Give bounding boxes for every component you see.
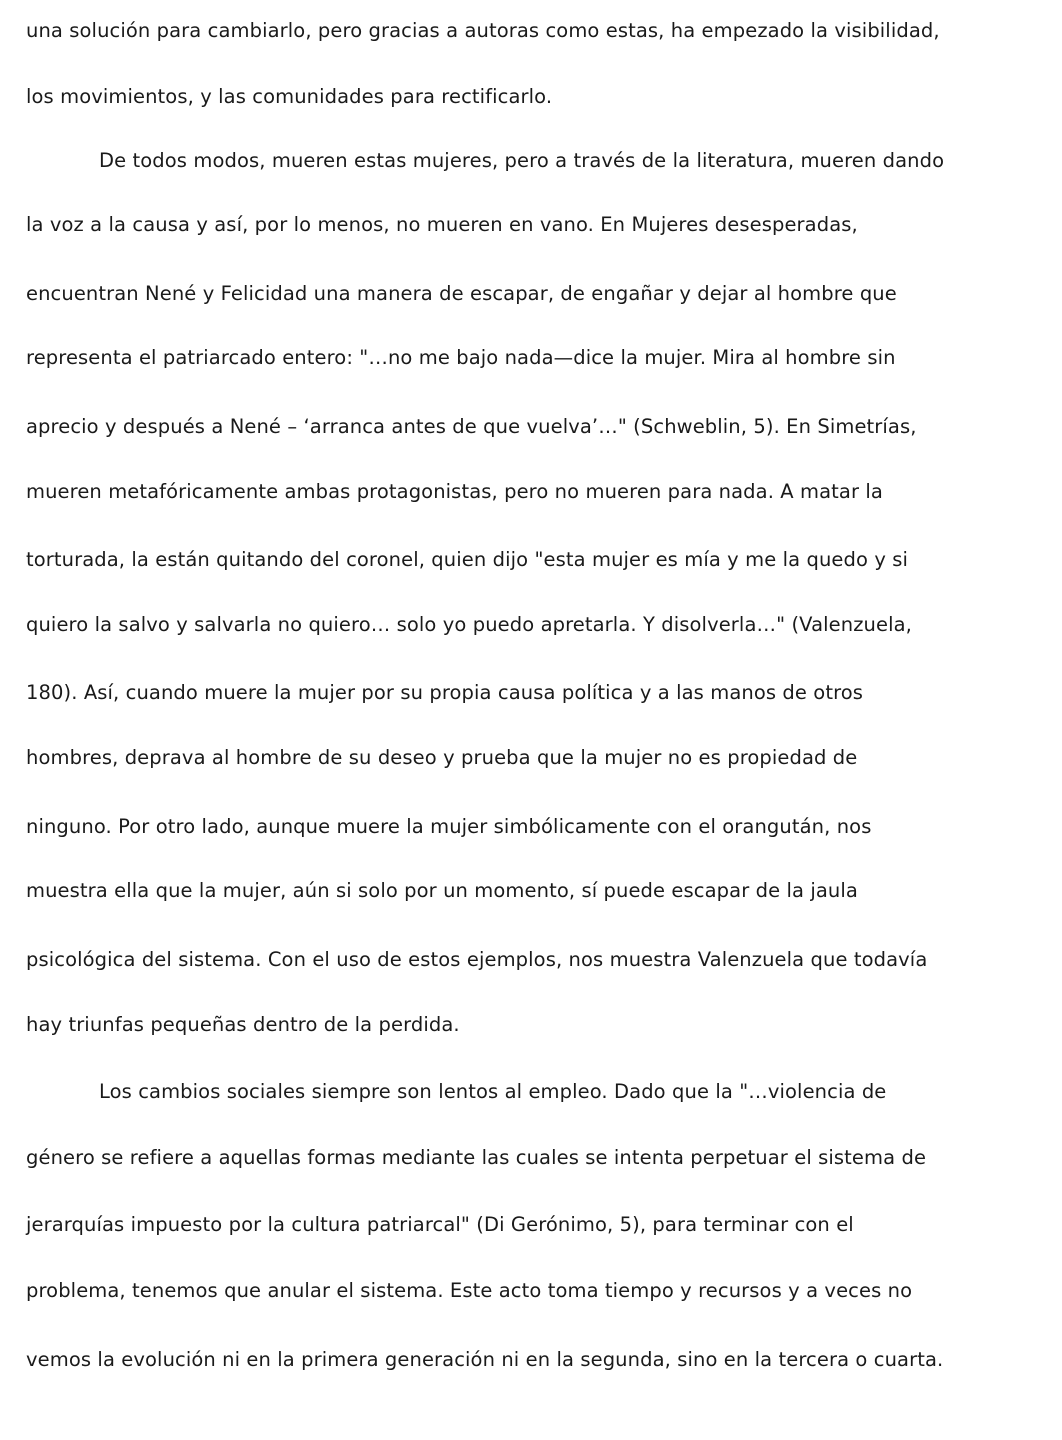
text-line: 180). Así, cuando muere la mujer por su propia causa política y a las manos de otros [26, 681, 864, 704]
text-line: psicológica del sistema. Con el uso de estos ejemplos, nos muestra Valenzuela que todavía [26, 948, 928, 971]
text-line: los movimientos, y las comunidades para rectificarlo. [26, 85, 553, 108]
text-line: mueren metafóricamente ambas protagonistas, pero no mueren para nada. A matar la [26, 480, 883, 503]
text-line: torturada, la están quitando del coronel, quien dijo "esta mujer es mía y me la quedo y si [26, 548, 909, 571]
text-line: la voz a la causa y así, por lo menos, no mueren en vano. En Mujeres desesperadas, [26, 213, 858, 236]
text-line: representa el patriarcado entero: "…no me bajo nada—dice la mujer. Mira al hombre sin [26, 346, 896, 369]
text-line: género se refiere a aquellas formas mediante las cuales se intenta perpetuar el sistema de [26, 1146, 927, 1169]
text-line: una solución para cambiarlo, pero gracias a autoras como estas, ha empezado la visibilidad, [26, 19, 940, 42]
paragraph-first-line: Los cambios sociales siempre son lentos al empleo. Dado que la "…violencia de [99, 1080, 887, 1103]
text-line: muestra ella que la mujer, aún si solo por un momento, sí puede escapar de la jaula [26, 879, 858, 902]
text-line: hombres, deprava al hombre de su deseo y prueba que la mujer no es propiedad de [26, 746, 858, 769]
paragraph-first-line: De todos modos, mueren estas mujeres, pero a través de la literatura, mueren dando [99, 149, 945, 172]
text-line: jerarquías impuesto por la cultura patriarcal" (Di Gerónimo, 5), para terminar con el [26, 1213, 854, 1236]
text-line: quiero la salvo y salvarla no quiero… solo yo puedo apretarla. Y disolverla…" (Valenzuela, [26, 613, 912, 636]
text-line: vemos la evolución ni en la primera generación ni en la segunda, sino en la tercera o cuarta. [26, 1348, 944, 1371]
text-line: encuentran Nené y Felicidad una manera de escapar, de engañar y dejar al hombre que [26, 282, 897, 305]
text-line: aprecio y después a Nené – ‘arranca antes de que vuelva’…" (Schweblin, 5). En Simetrías, [26, 415, 917, 438]
text-line: ninguno. Por otro lado, aunque muere la mujer simbólicamente con el orangután, nos [26, 815, 872, 838]
text-line: hay triunfas pequeñas dentro de la perdida. [26, 1013, 460, 1036]
text-line: problema, tenemos que anular el sistema. Este acto toma tiempo y recursos y a veces no [26, 1279, 913, 1302]
